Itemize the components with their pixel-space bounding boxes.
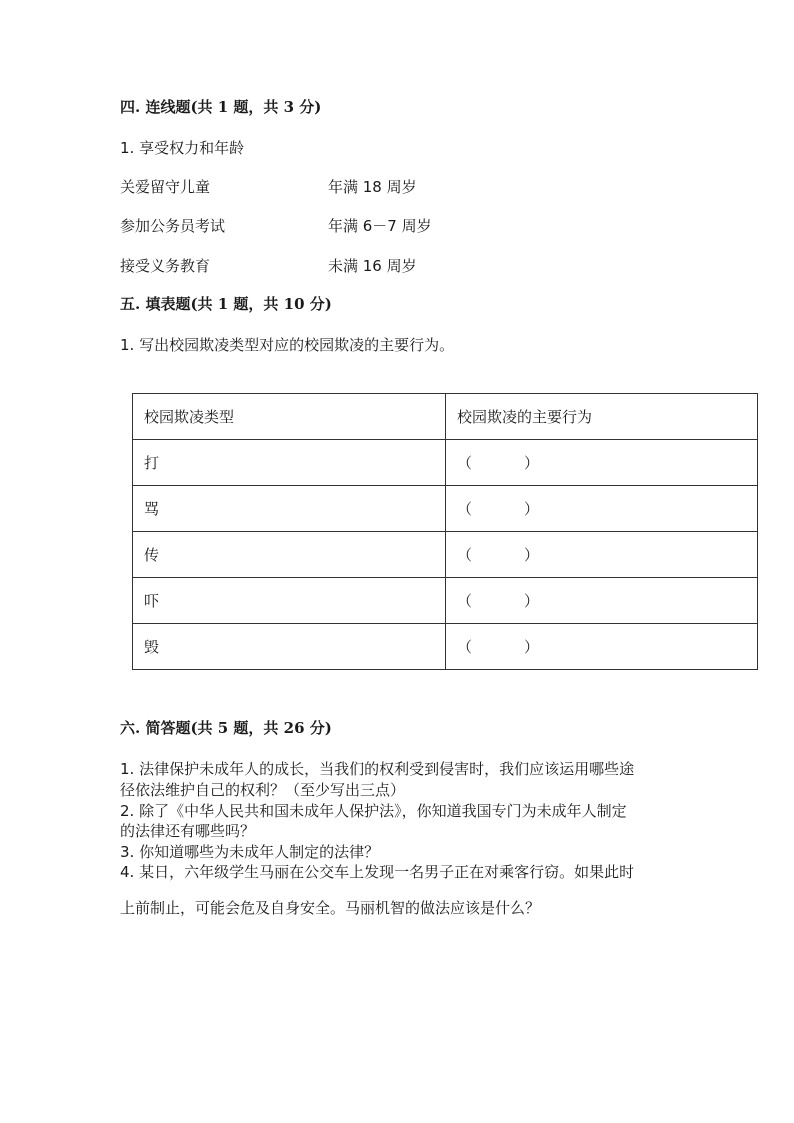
question-line: 1. 法律保护未成年人的成长，当我们的权利受到侵害时，我们应该运用哪些途 xyxy=(120,760,635,778)
match-left-item-1: 关爱留守儿童 xyxy=(120,178,211,196)
close-paren: ） xyxy=(524,638,540,656)
open-paren: （ xyxy=(457,454,473,472)
answer-cell xyxy=(446,532,758,578)
table-row xyxy=(133,440,758,486)
match-right-item-3: 未满 16 周岁 xyxy=(328,257,417,275)
close-paren: ） xyxy=(524,546,540,564)
section4-question: 1. 享受权力和年龄 xyxy=(120,139,245,157)
question-line: 2. 除了《中华人民共和国未成年人保护法》，你知道我国专门为未成年人制定 xyxy=(120,802,627,820)
match-left-item-3: 接受义务教育 xyxy=(120,257,211,275)
bully-type-cell: 骂 xyxy=(133,486,446,532)
bullying-table xyxy=(132,393,758,670)
open-paren: （ xyxy=(457,500,473,518)
bully-type-cell: 吓 xyxy=(133,578,446,624)
open-paren: （ xyxy=(457,546,473,564)
answer-cell xyxy=(446,440,758,486)
section6-title: 六. 简答题(共 5 题，共 26 分) xyxy=(120,719,332,737)
table-row xyxy=(133,532,758,578)
bully-type-cell: 毁 xyxy=(133,624,446,670)
answer-cell xyxy=(446,624,758,670)
question-line: 4. 某日，六年级学生马丽在公交车上发现一名男子正在对乘客行窃。如果此时 xyxy=(120,863,635,881)
question-line: 上前制止，可能会危及自身安全。马丽机智的做法应该是什么？ xyxy=(120,899,541,917)
match-right-item-2: 年满 6－7 周岁 xyxy=(328,217,432,235)
bully-type-cell: 传 xyxy=(133,532,446,578)
section5-title: 五. 填表题(共 1 题，共 10 分) xyxy=(120,295,332,313)
table-header-row xyxy=(133,394,758,440)
answer-cell xyxy=(446,578,758,624)
section4-title: 四. 连线题(共 1 题，共 3 分) xyxy=(120,98,322,116)
table-row xyxy=(133,486,758,532)
table-header-behavior: 校园欺凌的主要行为 xyxy=(446,394,758,440)
question-line: 径依法维护自己的权利？（至少写出三点） xyxy=(120,781,406,799)
match-right-item-1: 年满 18 周岁 xyxy=(328,178,417,196)
table-row xyxy=(133,578,758,624)
match-left-item-2: 参加公务员考试 xyxy=(120,217,226,235)
answer-cell xyxy=(446,486,758,532)
table-header-type: 校园欺凌类型 xyxy=(133,394,446,440)
question-line: 3. 你知道哪些为未成年人制定的法律？ xyxy=(120,843,380,861)
open-paren: （ xyxy=(457,592,473,610)
question-line: 的法律还有哪些吗？ xyxy=(120,822,256,840)
close-paren: ） xyxy=(524,500,540,518)
bully-type-cell: 打 xyxy=(133,440,446,486)
close-paren: ） xyxy=(524,592,540,610)
section5-question: 1. 写出校园欺凌类型对应的校园欺凌的主要行为。 xyxy=(120,336,455,354)
close-paren: ） xyxy=(524,454,540,472)
table-row xyxy=(133,624,758,670)
open-paren: （ xyxy=(457,638,473,656)
